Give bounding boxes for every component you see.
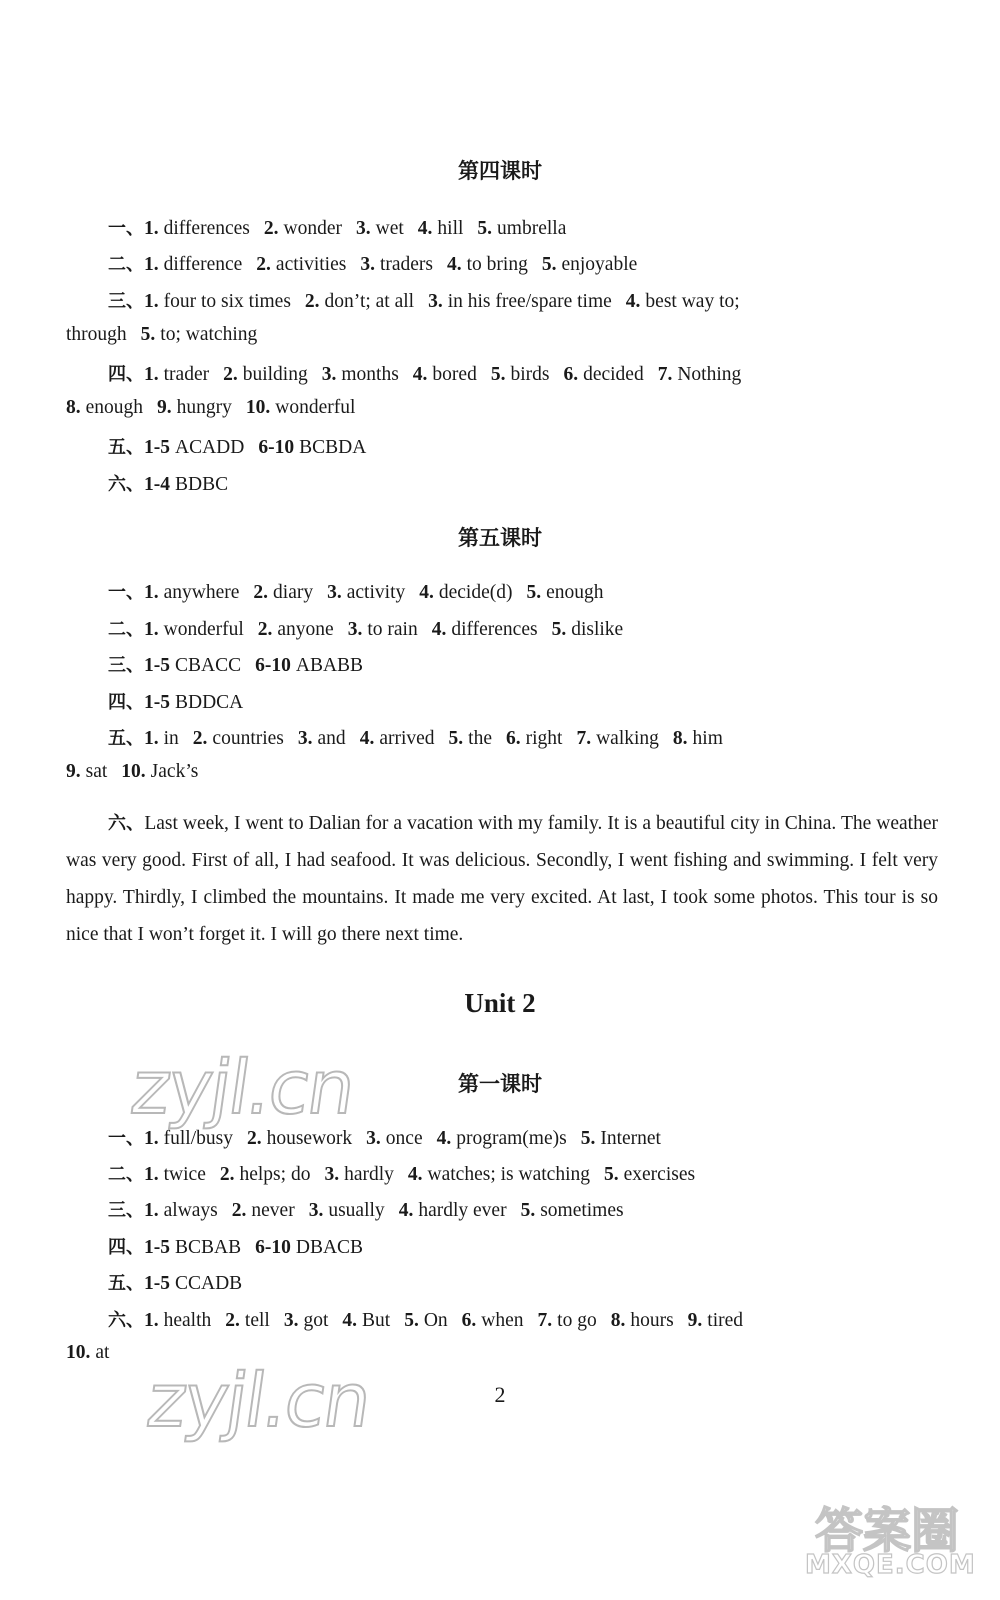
- item-number: 1-5: [144, 1273, 170, 1294]
- answer-item: [521, 1200, 624, 1221]
- item-answer: to go: [557, 1310, 597, 1331]
- item-number: 6-10: [258, 437, 295, 458]
- item-number: 1-5: [144, 437, 170, 458]
- item-number: 3.: [347, 619, 363, 640]
- item-number: 2.: [304, 291, 320, 312]
- item-number: 1.: [144, 218, 159, 239]
- item-number: 5.: [520, 1200, 536, 1221]
- item-answer: wonderful: [163, 619, 244, 640]
- question-label: 四、: [108, 1237, 144, 1258]
- answer-item: [626, 291, 740, 312]
- answer-item: [144, 1273, 242, 1294]
- item-number: 4.: [431, 619, 447, 640]
- question-label: 三、: [108, 291, 144, 312]
- answer-item: [144, 619, 244, 640]
- answer-row: [108, 470, 242, 496]
- item-number: 2.: [192, 728, 208, 749]
- item-answer: BDDCA: [175, 692, 244, 713]
- item-answer: sat: [85, 761, 108, 782]
- item-answer: BCBDA: [299, 437, 367, 458]
- item-number: 10.: [245, 397, 271, 418]
- answer-item: [144, 1310, 211, 1331]
- answer-item: [447, 254, 528, 275]
- item-number: 1.: [144, 364, 159, 385]
- item-number: 4.: [398, 1200, 414, 1221]
- item-number: 1.: [144, 291, 159, 312]
- item-answer: On: [423, 1310, 448, 1331]
- answer-row: [66, 761, 212, 783]
- question-label: 二、: [108, 1164, 144, 1185]
- answer-item: [538, 1310, 597, 1331]
- question-label: 五、: [108, 437, 144, 458]
- item-number: 7.: [657, 364, 673, 385]
- section-title-lesson-4: 第四课时: [458, 159, 542, 183]
- answer-item: [144, 1237, 241, 1258]
- item-number: 4.: [407, 1164, 423, 1185]
- item-number: 9.: [687, 1310, 703, 1331]
- item-answer: CBACC: [175, 655, 242, 676]
- answer-item: [506, 728, 562, 749]
- item-answer: walking: [596, 728, 659, 749]
- answer-row: [108, 688, 257, 714]
- question-label: 五、: [108, 1273, 144, 1294]
- item-answer: got: [303, 1310, 329, 1331]
- item-number: 2.: [223, 364, 238, 385]
- item-number: 1.: [144, 1164, 159, 1185]
- item-answer: hill: [437, 218, 464, 239]
- watermark-text: zyjl.cn: [141, 1358, 375, 1444]
- item-answer: DBACB: [295, 1237, 364, 1258]
- question-label: 五、: [108, 728, 144, 749]
- item-answer: the: [468, 728, 492, 749]
- item-answer: birds: [510, 364, 550, 385]
- item-number: 2.: [256, 254, 271, 275]
- answer-row: [108, 651, 377, 677]
- item-number: 4.: [625, 291, 641, 312]
- answer-item: [437, 1128, 567, 1149]
- item-answer: dislike: [571, 619, 624, 640]
- item-number: 8.: [610, 1310, 626, 1331]
- answer-item: [327, 582, 405, 603]
- item-number: 10.: [121, 761, 146, 782]
- item-number: 1.: [144, 1200, 159, 1221]
- answer-row: [108, 214, 580, 240]
- item-number: 5.: [140, 324, 156, 345]
- item-answer: differences: [451, 619, 538, 640]
- item-answer: building: [242, 364, 308, 385]
- answer-row: [108, 1233, 377, 1259]
- answer-row: [108, 250, 651, 276]
- item-answer: activity: [346, 582, 406, 603]
- item-answer: in his free/spare time: [447, 291, 612, 312]
- watermark-logo: [805, 1492, 980, 1592]
- answer-item: [432, 619, 538, 640]
- item-number: 6-10: [255, 655, 291, 676]
- item-answer: sometimes: [540, 1200, 624, 1221]
- item-number: 3.: [297, 728, 313, 749]
- section-title-lesson-1: 第一课时: [458, 1072, 542, 1096]
- item-answer: him: [692, 728, 723, 749]
- answer-item: [255, 1237, 363, 1258]
- item-answer: never: [251, 1200, 295, 1221]
- answer-item: [253, 582, 313, 603]
- item-number: 3.: [360, 254, 375, 275]
- item-number: 6.: [563, 364, 579, 385]
- item-number: 3.: [366, 1128, 381, 1149]
- item-number: 2.: [219, 1164, 235, 1185]
- answer-item: [658, 364, 742, 385]
- answer-item: [141, 324, 258, 345]
- item-answer: hardly ever: [418, 1200, 507, 1221]
- item-answer: Nothing: [677, 364, 742, 385]
- answer-item: [399, 1200, 507, 1221]
- item-answer: But: [362, 1310, 391, 1331]
- answer-item: [144, 474, 228, 495]
- answer-item: [604, 1164, 695, 1185]
- item-number: 1-4: [144, 474, 170, 495]
- item-answer: arrived: [379, 728, 435, 749]
- answer-item: [121, 761, 198, 782]
- item-answer: anyone: [277, 619, 334, 640]
- item-answer: umbrella: [497, 218, 567, 239]
- question-label: 六、: [108, 474, 144, 495]
- item-number: 3.: [356, 218, 371, 239]
- answer-item: [611, 1310, 674, 1331]
- item-answer: and: [317, 728, 346, 749]
- answer-item: [576, 728, 658, 749]
- answer-item: [232, 1200, 295, 1221]
- question-label: 三、: [108, 655, 144, 676]
- question-label: 三、: [108, 1200, 144, 1221]
- question-label: 六、: [108, 813, 145, 834]
- answer-item: [223, 364, 308, 385]
- item-answer: traders: [379, 254, 434, 275]
- item-answer: watches; is watching: [427, 1164, 590, 1185]
- item-number: 3.: [428, 291, 443, 312]
- answer-item: [360, 728, 435, 749]
- writing-text: Last week, I went to Dalian for a vacation with my family. It is a beautiful city in China. The weather was very good. First of all, I had seafood. It was delicious. Secondly, I went fishing and swimming. I felt very happy. Thirdly, I climbed the mountains. It made me very excited. At last, I took some photos. This tour is so nice that I won’t forget it. I will go there next time.: [66, 813, 938, 945]
- item-number: 4.: [342, 1310, 357, 1331]
- answer-item: [309, 1200, 385, 1221]
- answer-item: [324, 1164, 393, 1185]
- item-number: 6.: [461, 1310, 477, 1331]
- answer-item: [264, 218, 342, 239]
- item-answer: enough: [546, 582, 604, 603]
- answer-row: [108, 615, 637, 641]
- answer-item: [342, 1310, 390, 1331]
- item-number: 1.: [144, 582, 159, 603]
- item-answer: full/busy: [163, 1128, 233, 1149]
- answer-item: [477, 218, 566, 239]
- item-answer: hardly: [344, 1164, 394, 1185]
- item-answer: CCADB: [175, 1273, 243, 1294]
- answer-row: [66, 324, 271, 346]
- item-number: 5.: [526, 582, 542, 603]
- answer-item: [404, 1310, 447, 1331]
- item-answer: housework: [266, 1128, 353, 1149]
- item-answer: wonderful: [275, 397, 356, 418]
- answer-row: [108, 1269, 256, 1295]
- answer-item: [220, 1164, 311, 1185]
- item-answer: enough: [85, 397, 144, 418]
- answer-item: [491, 364, 550, 385]
- answer-item: [552, 619, 624, 640]
- answer-item: [144, 291, 291, 312]
- answer-item: [542, 254, 637, 275]
- item-number: 3.: [324, 1164, 340, 1185]
- item-answer: once: [385, 1128, 423, 1149]
- item-answer: wet: [375, 218, 404, 239]
- question-label: 六、: [108, 1310, 144, 1331]
- item-number: 2.: [263, 218, 279, 239]
- item-answer: to rain: [367, 619, 418, 640]
- answer-item: [225, 1310, 270, 1331]
- item-number: 4.: [419, 582, 434, 603]
- item-number: 1-5: [144, 1237, 170, 1258]
- answer-item: [157, 397, 232, 418]
- answer-item: [66, 397, 143, 418]
- question-label: 一、: [108, 218, 144, 239]
- item-answer: countries: [212, 728, 284, 749]
- item-answer: exercises: [623, 1164, 696, 1185]
- watermark-logo-text: 答案圈: [815, 1503, 960, 1559]
- watermark-text: zyjl.cn: [125, 1045, 359, 1131]
- answer-item: [246, 397, 356, 418]
- item-answer: to bring: [466, 254, 528, 275]
- item-number: 4.: [447, 254, 462, 275]
- item-number: 3.: [283, 1310, 299, 1331]
- section-title-lesson-5: 第五课时: [458, 526, 542, 550]
- item-number: 4.: [412, 364, 428, 385]
- answer-row: [108, 1160, 709, 1186]
- answer-row: [108, 360, 755, 386]
- question-label: 四、: [108, 364, 144, 385]
- answer-item: [563, 364, 643, 385]
- item-number: 5.: [541, 254, 557, 275]
- item-answer: hungry: [176, 397, 232, 418]
- answer-item: [66, 761, 107, 782]
- answer-item: [144, 1164, 206, 1185]
- answer-item: [66, 324, 127, 345]
- item-answer: wonder: [283, 218, 342, 239]
- writing-answer: [66, 805, 938, 953]
- item-answer: four to six times: [163, 291, 291, 312]
- item-number: 4.: [417, 218, 433, 239]
- item-number: 1.: [144, 1310, 159, 1331]
- question-label: 二、: [108, 254, 144, 275]
- page-number: 2: [494, 1382, 506, 1407]
- answer-item: [673, 728, 723, 749]
- item-answer: difference: [163, 254, 243, 275]
- item-answer: tired: [707, 1310, 744, 1331]
- answer-item: [144, 254, 242, 275]
- item-answer: when: [481, 1310, 524, 1331]
- answer-item: [144, 692, 243, 713]
- item-answer: decide(d): [438, 582, 513, 603]
- answer-item: [284, 1310, 329, 1331]
- item-answer: hours: [630, 1310, 674, 1331]
- item-number: 10.: [66, 1342, 91, 1363]
- answer-item: [255, 655, 363, 676]
- item-number: 4.: [436, 1128, 452, 1149]
- answer-row: [66, 1342, 123, 1364]
- answer-item: [144, 218, 250, 239]
- item-answer: to; watching: [160, 324, 258, 345]
- item-number: 1.: [144, 728, 159, 749]
- answer-item: [144, 1128, 233, 1149]
- answer-item: [418, 218, 464, 239]
- item-number: 9.: [157, 397, 172, 418]
- item-answer: Jack’s: [150, 761, 199, 782]
- item-answer: through: [66, 324, 127, 345]
- item-number: 7.: [537, 1310, 553, 1331]
- item-answer: helps; do: [239, 1164, 311, 1185]
- item-answer: always: [163, 1200, 218, 1221]
- item-answer: differences: [163, 218, 250, 239]
- answer-item: [66, 1342, 109, 1363]
- answer-item: [419, 582, 512, 603]
- item-number: 5.: [551, 619, 567, 640]
- item-answer: best way to;: [645, 291, 740, 312]
- answer-item: [360, 254, 433, 275]
- item-number: 5.: [580, 1128, 596, 1149]
- item-number: 6-10: [255, 1237, 291, 1258]
- item-number: 1.: [144, 619, 159, 640]
- item-number: 1-5: [144, 655, 170, 676]
- answer-row: [108, 287, 754, 313]
- item-answer: months: [341, 364, 399, 385]
- answer-item: [356, 218, 404, 239]
- answer-item: [348, 619, 418, 640]
- answer-row: [108, 1196, 638, 1222]
- item-number: 7.: [576, 728, 592, 749]
- answer-row: [108, 433, 380, 459]
- item-number: 3.: [321, 364, 337, 385]
- item-number: 6.: [505, 728, 521, 749]
- item-answer: tell: [244, 1310, 270, 1331]
- item-number: 2.: [246, 1128, 262, 1149]
- item-number: 5.: [477, 218, 493, 239]
- item-answer: BCBAB: [175, 1237, 242, 1258]
- item-number: 4.: [359, 728, 375, 749]
- item-answer: bored: [432, 364, 477, 385]
- answer-item: [322, 364, 399, 385]
- answer-item: [413, 364, 477, 385]
- item-number: 5.: [448, 728, 464, 749]
- item-number: 2.: [225, 1310, 240, 1331]
- answer-row: [108, 724, 737, 750]
- item-answer: decided: [583, 364, 644, 385]
- answer-item: [688, 1310, 743, 1331]
- item-number: 2.: [231, 1200, 247, 1221]
- item-answer: health: [163, 1310, 212, 1331]
- answer-item: [428, 291, 612, 312]
- item-answer: at: [95, 1342, 110, 1363]
- answer-item: [408, 1164, 590, 1185]
- item-answer: anywhere: [163, 582, 240, 603]
- answer-item: [247, 1128, 352, 1149]
- item-number: 3.: [308, 1200, 324, 1221]
- question-label: 一、: [108, 1128, 144, 1149]
- item-number: 8.: [672, 728, 688, 749]
- item-number: 2.: [257, 619, 273, 640]
- item-number: 8.: [66, 397, 81, 418]
- answer-item: [462, 1310, 524, 1331]
- item-number: 5.: [404, 1310, 419, 1331]
- item-answer: don’t; at all: [324, 291, 415, 312]
- item-answer: ABABB: [295, 655, 364, 676]
- item-answer: usually: [328, 1200, 385, 1221]
- item-answer: BDBC: [175, 474, 229, 495]
- answer-item: [144, 728, 179, 749]
- answer-item: [449, 728, 492, 749]
- question-label: 一、: [108, 582, 144, 603]
- answer-item: [144, 437, 244, 458]
- item-answer: twice: [163, 1164, 206, 1185]
- answer-item: [144, 364, 209, 385]
- item-number: 1.: [144, 254, 159, 275]
- item-answer: right: [525, 728, 563, 749]
- item-number: 9.: [66, 761, 81, 782]
- item-number: 1.: [144, 1128, 159, 1149]
- answer-item: [366, 1128, 422, 1149]
- answer-item: [144, 655, 241, 676]
- answer-item: [144, 1200, 218, 1221]
- item-answer: ACADD: [175, 437, 245, 458]
- item-answer: in: [163, 728, 179, 749]
- answer-item: [258, 437, 366, 458]
- question-label: 四、: [108, 692, 144, 713]
- answer-item: [298, 728, 346, 749]
- answer-item: [193, 728, 284, 749]
- item-answer: diary: [273, 582, 314, 603]
- item-answer: activities: [275, 254, 347, 275]
- item-answer: trader: [163, 364, 210, 385]
- item-number: 1-5: [144, 692, 170, 713]
- answer-item: [256, 254, 346, 275]
- answer-item: [258, 619, 334, 640]
- answer-row: [66, 397, 369, 419]
- answer-item: [581, 1128, 661, 1149]
- item-number: 5.: [490, 364, 506, 385]
- answer-item: [305, 291, 414, 312]
- item-answer: enjoyable: [561, 254, 638, 275]
- item-number: 5.: [604, 1164, 619, 1185]
- answer-item: [144, 582, 239, 603]
- answer-row: [108, 1306, 757, 1332]
- watermark-logo-domain: MXQE.COM: [805, 1550, 976, 1580]
- answer-item: [526, 582, 603, 603]
- item-answer: Internet: [600, 1128, 661, 1149]
- unit-title: Unit 2: [464, 988, 536, 1018]
- answer-row: [108, 578, 618, 604]
- item-number: 3.: [327, 582, 342, 603]
- item-answer: program(me)s: [456, 1128, 567, 1149]
- item-number: 2.: [253, 582, 269, 603]
- question-label: 二、: [108, 619, 144, 640]
